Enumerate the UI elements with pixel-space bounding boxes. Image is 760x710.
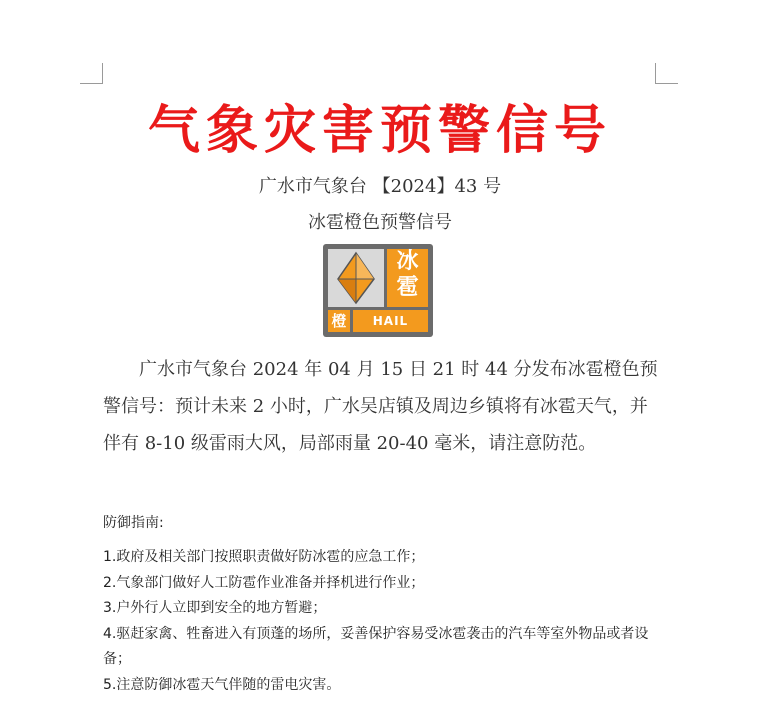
guide-title: 防御指南: <box>103 515 164 531</box>
guide-item: 4.驱赶家禽、牲畜进入有顶蓬的场所，妥善保护容易受冰雹袭击的汽车等室外物品或者设备； <box>103 625 649 667</box>
signal-name: 冰雹橙色预警信号 <box>308 212 452 233</box>
crop-mark-top-left <box>80 63 103 84</box>
warning-body: 广水市气象台 2024 年 04 月 15 日 21 时 44 分发布冰雹橙色预警信号：预计未来 2 小时，广水吴店镇及周边乡镇将有冰雹天气，并伴有 8-10 级雷雨大风，局部雨量 20-40 毫米，请注意防范。 <box>103 359 658 454</box>
signal-char-bottom: 雹 <box>396 275 419 300</box>
signal-chars <box>387 249 428 307</box>
guide-list <box>103 545 663 698</box>
signal-english-label: HAIL <box>353 310 428 332</box>
hailstone-icon <box>328 249 384 307</box>
guide-item: 2.气象部门做好人工防雹作业准备并择机进行作业； <box>103 574 425 591</box>
signal-level-char: 橙 <box>328 310 350 332</box>
document-title: 气象灾害预警信号 <box>147 100 612 161</box>
guide-item: 1.政府及相关部门按照职责做好防冰雹的应急工作； <box>103 549 425 565</box>
crop-mark-top-right <box>655 63 678 84</box>
guide-item: 3.户外行人立即到安全的地方暂避； <box>103 600 327 616</box>
signal-char-top: 冰 <box>396 249 419 274</box>
guide-item: 5.注意防御冰雹天气伴随的雷电灾害。 <box>103 676 341 693</box>
issuer-line: 广水市气象台 【2024】43 号 <box>258 176 502 197</box>
hail-orange-warning-icon <box>323 244 433 337</box>
